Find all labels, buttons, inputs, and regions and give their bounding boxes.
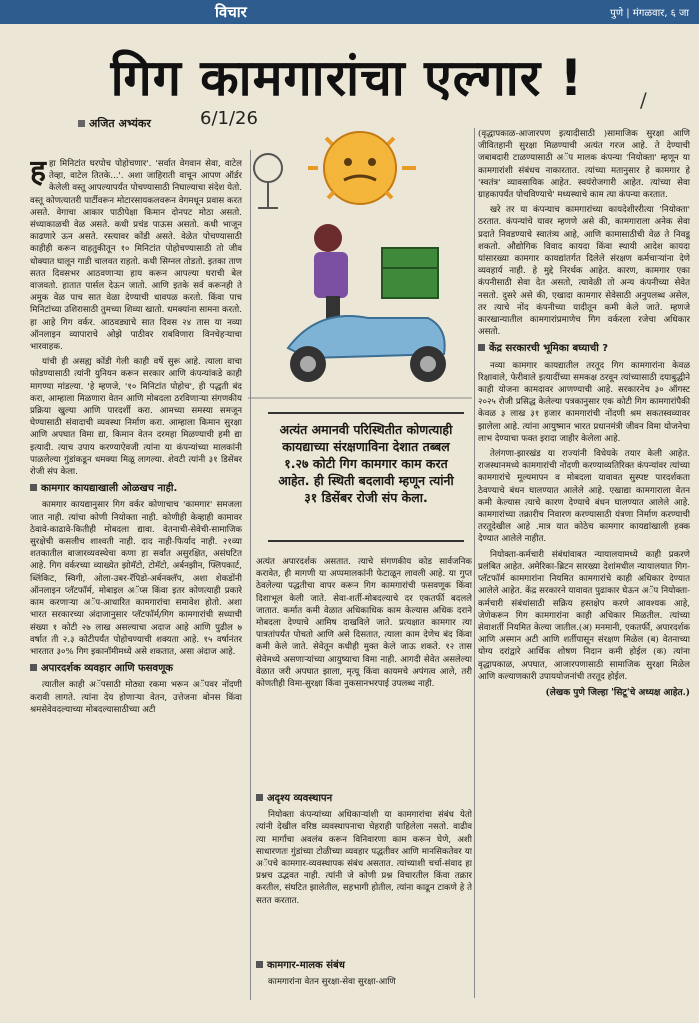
author-signoff: (लेखक पुणे जिल्हा 'सिटू'चे अध्यक्ष आहेत.) [545, 687, 690, 698]
subheading [30, 662, 242, 676]
subheading-text: केंद्र सरकारची भूमिका बघ्याची ? [489, 343, 609, 355]
subheading-square-icon [30, 484, 37, 491]
delivery-box-icon [382, 248, 438, 298]
rider-figure [314, 224, 348, 330]
handwritten-date: 6/1/26 [200, 108, 258, 129]
scooter-icon [288, 316, 446, 382]
subheading-square-icon [30, 664, 37, 671]
pen-mark: / [640, 88, 647, 112]
paragraph: त्यातील काही अॅपसाठी मोठ्या रकमा भरून अॅपवर नोंदणी करावी लागते. त्यांना देय होणाऱ्या वेतन, उत्तेजना बोनस किंवा श्रमसेवेवदल्याच्या मोबदल्यासाठीच्या अटी [30, 680, 242, 715]
illustration-delivery-rider [248, 128, 472, 410]
subheading [256, 959, 472, 973]
article-column-2-top [256, 556, 472, 771]
dateline: पुणे | मंगळवार, ६ जा [610, 8, 689, 19]
paragraph: हा मिनिटांत घरपोच पोहोचणार'. 'सर्वात वेगवान सेवा, वाटेल तेव्हा, वाटेल तितके...'. अशा जाहिराती वाचून आपण ऑर्डर केलेली वस्तू आपल्यापर्यंत पोचण्यासाठी निघाल्याचा संदेश येतो. वस्तू कोणत्यातरी पार्टीवरून मोटारसायकलवरून वेगमधून प्रवास करत असते. वेगाचा आकार पाठीपेक्षा किमान दोनपट मोठा असतो. संध्याकाळची वेळ असते. कधी प्रचंड पाऊस असतो. कधी भाजून काढणारे ऊन असते. रस्त्यावर कोंडी असते. वेळेत पोचण्यासाठी काहीही करून वाहतुकीतून १० मिनिटांत पोहोचण्यासाठी तो जीव धोक्यात घालून गाडी चालवत राहतो. कधी सिग्नल तोडतो. इतका ताण सतत दिवसभर आठवणाऱ्या हाय करून आपल्या घराची बेल वाजवतो. हातात पार्सल देऊन जातो. आणि इतके सर्व करूनही ते अमुक वेळ पाच सात वेळा देण्याची धावपळ करतो. किंवा पाच मिनिटांच्या उशिरासाठी तुमच्या शिव्या खातो. धमक्यांना सामना करतो. हा आहे गिग वर्कर. आठवड्याचे सात दिवस २४ तास या नव्या ऑनलाइन व्यापाराचे ओझे पाठीवर राबविणारा विनचेहऱ्याचा भारवाहक. [30, 159, 242, 353]
subheading-text: अदृश्य व्यवस्थापन [267, 793, 333, 804]
article-column-2-bottom [256, 955, 472, 1000]
subheading-square-icon [478, 344, 485, 351]
author-name: अजित अभ्यंकर [89, 117, 151, 130]
column-rule [474, 128, 475, 998]
subheading [30, 482, 242, 496]
paragraph: खरे तर या कंपन्याच कामगारांच्या कायदेशीररीत्या 'नियोक्ता' ठरतात. कंपन्यांचे यावर म्हणणे असे की, कामगाराला अनेक सेवा प्रदाते निवडण्याचे स्वातंत्र्य आहे, आणि कामासाठीची वेळ ते निवडू शकतो. औद्योगिक विवाद कायदा किंवा स्थायी आदेश कायदा यांसारख्या कामगार कायद्यांतर्गत दिलेले संरक्षण कर्मचाऱ्यांना देणे व्यवहार्य नाही. हे मुद्दे निरर्थक आहेत. कारण, कामगार एका कंपनीसाठी सेवा देत असतो, त्यावेळी तो अन्य कंपनीच्या सेवेत नसतो. दुसरे असे की, एखादा कामगार सेवेसाठी अनुपलब्ध असेल, तर त्याचे नोंद कंपनीच्या यादीतून कमी केले जाते. म्हणजे कारखान्यातील कामगारांप्रमाणेच गिग वर्करला रजेचा अधिकार असतो. [478, 205, 690, 338]
drop-cap: ह [30, 158, 46, 189]
paragraph: कामगारांना वेतन सुरक्षा-सेवा सुरक्षा-आणि [268, 977, 396, 988]
subheading-square-icon [256, 794, 263, 801]
article-column-3 [478, 128, 690, 998]
article-headline: गिग कामगारांचा एल्गार ! [110, 49, 584, 107]
paragraph: यांची ही असह्य कोंडी गेली काही वर्षे सुरू आहे. त्याला वाचा फोडण्यासाठी त्यांनी युनियन करून सरकार आणि कंपन्यांकडे काही मागण्या मांडल्या. 'हे म्हणजे, '१० मिनिटांत पोहोच', ही पद्धती बंद करा, आम्हाला मिळणारा वेतन आणि मोबदला ठरविणाऱ्या संगणकीय प्रक्रिया खुल्या आणि पारदर्शी करा. आमच्या समस्या समजून घेण्यासाठी संवादाची व्यवस्था निर्माण करा. आम्हाला किमान सुरक्षा आणि अपघात विमा द्या, किमान वेतन दरमहा मिळण्याची हमी द्या इत्यादी. त्याच उपाय करण्याऐवजी त्यांना या कंपन्यांच्या मालकांनी पाळलेल्या गुंडांकडून धमक्या मिळू लागल्या. शेवटी त्यांनी ३१ डिसेंबर रोजी संप केला. [30, 357, 242, 478]
section-label: विचार [215, 3, 247, 21]
byline [78, 116, 151, 131]
paragraph: (वृद्धापकाळ-आजारपण इत्यादीसाठी )सामाजिक सुरक्षा आणि जीवितहानी सुरक्षा मिळण्याची अत्यंत गरज आहे. ते देण्याची जबाबदारी टाळण्यासाठी अॅप मालक कंपन्या 'नियोक्ता' म्हणून या कामगारांशी संबंधच नाकारतात. त्यांच्या मतानुसार हे कामगार हे 'स्वतंत्र' व्यावसायिक आहेत. स्वयंरोजगारी आहेत. त्यांच्या सेवा ग्राहकापर्यंत पोचविण्याचे' मध्यस्थाचे काम त्या कंपन्या करतात. [478, 129, 690, 201]
paragraph: नव्या कामगार कायद्यातील तरतूद गिग कामगारांना केवळ रिक्षावाले, फेरीवाले इत्यादींच्या समकक्ष ठरवून त्यांच्यासाठी दयाबुद्धीने काही योजना कामदावर आणण्याची आहे. सरकारनेच ३० ऑगस्ट २०२५ रोजी प्रसिद्ध केलेल्या पत्रकानुसार एक कोटी गिग कामगारांपैकी केवळ ३ लाख ३१ हजार कामगारांची नोंदणी श्रम सकतस्वव्यावर झालेला आहे. त्यांना आयुष्मान भारत प्रधानमंत्री जीवन विमा योजनेचा लाभ देण्याचा फक्त इरादा जाहीर केलेला आहे. [478, 360, 690, 444]
subheading-text: कामगार कायद्याखाली ओळखच नाही. [41, 483, 178, 495]
subheading-text: अपारदर्शक व्यवहार आणि फसवणूक [41, 663, 173, 675]
paragraph: तेलंगणा-झारखंड या राज्यांनी विधेयके तयार केली आहेत. राजस्थानमध्ये कामगारांची नोंदणी करण्याव्यतिरिक्त कंपन्यांवर त्यांच्या कामगारांचे मूल्यमापन व मोबदला यावावत सुस्पष्ट पारदर्शकता ठेवण्याचे बंधन घालण्यात आलेले आहे. एखाद्या कामगाराला वेतन कमी केल्यास त्याचे कारण देण्याचे बंधन घालण्यात आलेले आहे. कामगारांच्या तक्रारीच निवारण करण्यासाठी यंत्रणा निर्माण करण्याची तरतूदेखील आहे .मात्र यात कोठेच कामगार कायद्यांखाली हक्क देण्यात आलेले नाहीत. [478, 449, 690, 545]
sun-icon [308, 128, 416, 204]
article-column-1 [30, 158, 242, 998]
paragraph: नियोक्ता-कर्मचारी संबंधांवाबत न्यायालयामध्ये काही प्रकरणे प्रलंबित आहेत. अमेरिका-ब्रिटन सारख्या देशांमधील न्यायालयात गिग-प्लॅटफॉर्म कामगारांना नियमित कामगारांचे काही अधिकार देण्यात आलेले आहेत. केंद्र सरकारने यावावत पुढाकार घेऊन अॅप नियोक्ता-कर्मचारी संबंधांसाठी सक्रिय हस्तक्षेप करणे आवश्यक आहे, जेणेकरून गिग कामगारांना काही अधिकार मिळतील. त्यांच्या सेवाशर्ती नियमित केल्या जातील.(अ) मनमानी, एकतर्फी, अपारदर्शक आणि अस्मान अटी आणि शर्तीपासून संरक्षण मिळेल (ब) वेतनाच्या योग्य दरांद्वारे आर्थिक शोषण निदान कमी होईल (क) त्यांना वृद्धापकाळ, अपघात, आजारपणासाठी सामाजिक सुरक्षा मिळेल आणि कल्याणकारी उपाययोजनांची तरतूद होईल. [478, 549, 690, 682]
page-header-bar [0, 0, 699, 24]
fan-icon [254, 154, 282, 208]
pull-quote: अत्यंत अमानवी परिस्थितीत कोणत्याही कायद्याच्या संरक्षणाविना देशात तब्बल १.२७ कोटी गिग कामगार काम करत आहेत. ही स्थिती बदलावी म्हणून त्यांनी ३१ डिसेंबर रोजी संप केला. [268, 412, 464, 542]
byline-square-icon [78, 120, 85, 127]
subheading-square-icon [256, 961, 263, 968]
article-column-2-mid [256, 788, 472, 938]
paragraph: अत्यंत अपारदर्शक असतात. त्याचे संगणकीय कोड सार्वजनिक करावेत, ही मागणी या अप्पमालकांनी फेटाळून लावली आहे. या गुप्त ठेवलेल्या पद्धतीचा वापर करून गिग कामगारांची फसवणूक किंवा दिशाभूल केली जाते. सेवा-शर्ती-मोबदल्याचे दर एकतर्फी बदलले जातात. कर्मात कमी वेळात अधिकाधिक काम केल्यास अधिक दराने मोबदला देण्याचे आमिष दाखविले जाते. प्रत्यक्षात कामगार त्या पात्रतांपर्यंत पोचतो आणि असे दिसतात, त्याला काम देणेच बंद किंवा कमी केले जाते. सेवेतून कधीही मुक्त केले जाऊ शकते. १२ तास सेवेमध्ये असणाऱ्यांच्या आयुष्याचा विमा नाही. आगदी सेवेत असलेल्या वेळात जरी अपघात झाला, मृत्यू किंवा कायमचे अपंगत्व आले, तरी कोणतीही विमा-सुरक्षा किंवा नुकसानभरपाई उपलब्ध नाही. [256, 557, 472, 690]
paragraph: कामगार कायद्यानुसार गिग वर्कर कोणाचाच 'कामगार' समजला जात नाही. त्यांचा कोणी नियोक्ता नाही. कोणीही केव्हाही कामावर ठेवावे-काढावे-कितीही मोबदला द्यावा. वेतनाची-सेवेची-सामाजिक सुरक्षेची कसलीच शाश्वती नाही. दाद नाही-फिर्याद नाही. २१व्या शतकातील बाजारव्यवस्थेचा कणा हा सर्वांत असुरक्षित, असंघटित आहे. गिग वर्करच्या व्याख्येत झोमॅटो, टोमॅटो, अर्बनझीन, फ्लिपकार्ट, ब्लिंकिट, स्विगी, ओला-उबर-रॅपिडो-अर्बनक्लॅप, अशा शेकडोंनी ऑनलाइन प्लॅटफॉर्म, मोबाइल अॅप्स किंवा इतर कोणत्याही प्रकारे काम करणाऱ्या अॅप-आधारित कामगारांचा समावेश होतो. अशा भारत सरकारच्या अंदाजानुसार प्लॅटफॉर्म/गिग कामगारांची सध्याची संख्या १ कोटी २७ लाख असल्याचा अदाज आहे आणि पुढील ७ वर्षात ती २.३ कोटीपर्यंत पोहोचण्याची शक्यता आहे. १५ वर्षानंतर भारतात ३०% गिग इकानॉमीमध्ये असे शकतात, असा अंदाज आहे. [30, 500, 242, 657]
subheading [478, 342, 690, 356]
subheading [256, 792, 472, 806]
paragraph: नियोक्ता कंपन्यांच्या अधिकाऱ्यांशी या कामगारांचा संबंध येतो त्यांनी देखील वरिष्ठ व्यवस्थापनाचा चेहराही पाहिलेला नसतो. वाढीव त्या मार्गांचा अवलंब करून विनिवारणा काम करून घेणे, अशी साधारणतः गुंडांच्या टोळीच्या व्यवहार पद्धतीवर आणि मानसिकतेवर या अॅपचे कामगार-व्यवस्थापक संबंध असतात. त्यांच्याशी चर्चा-संवाद हा प्रश्नच उद्भवत नाही. त्यांनी जे कोणी प्रश्न विचारतील किंवा तक्रार करतील, संघटित झालेतील, सहभागी होतील, त्यांना काढून टाकणे हे ते सतत करतात. [256, 810, 472, 906]
subheading-text: कामगार-मालक संबंध [267, 960, 345, 971]
